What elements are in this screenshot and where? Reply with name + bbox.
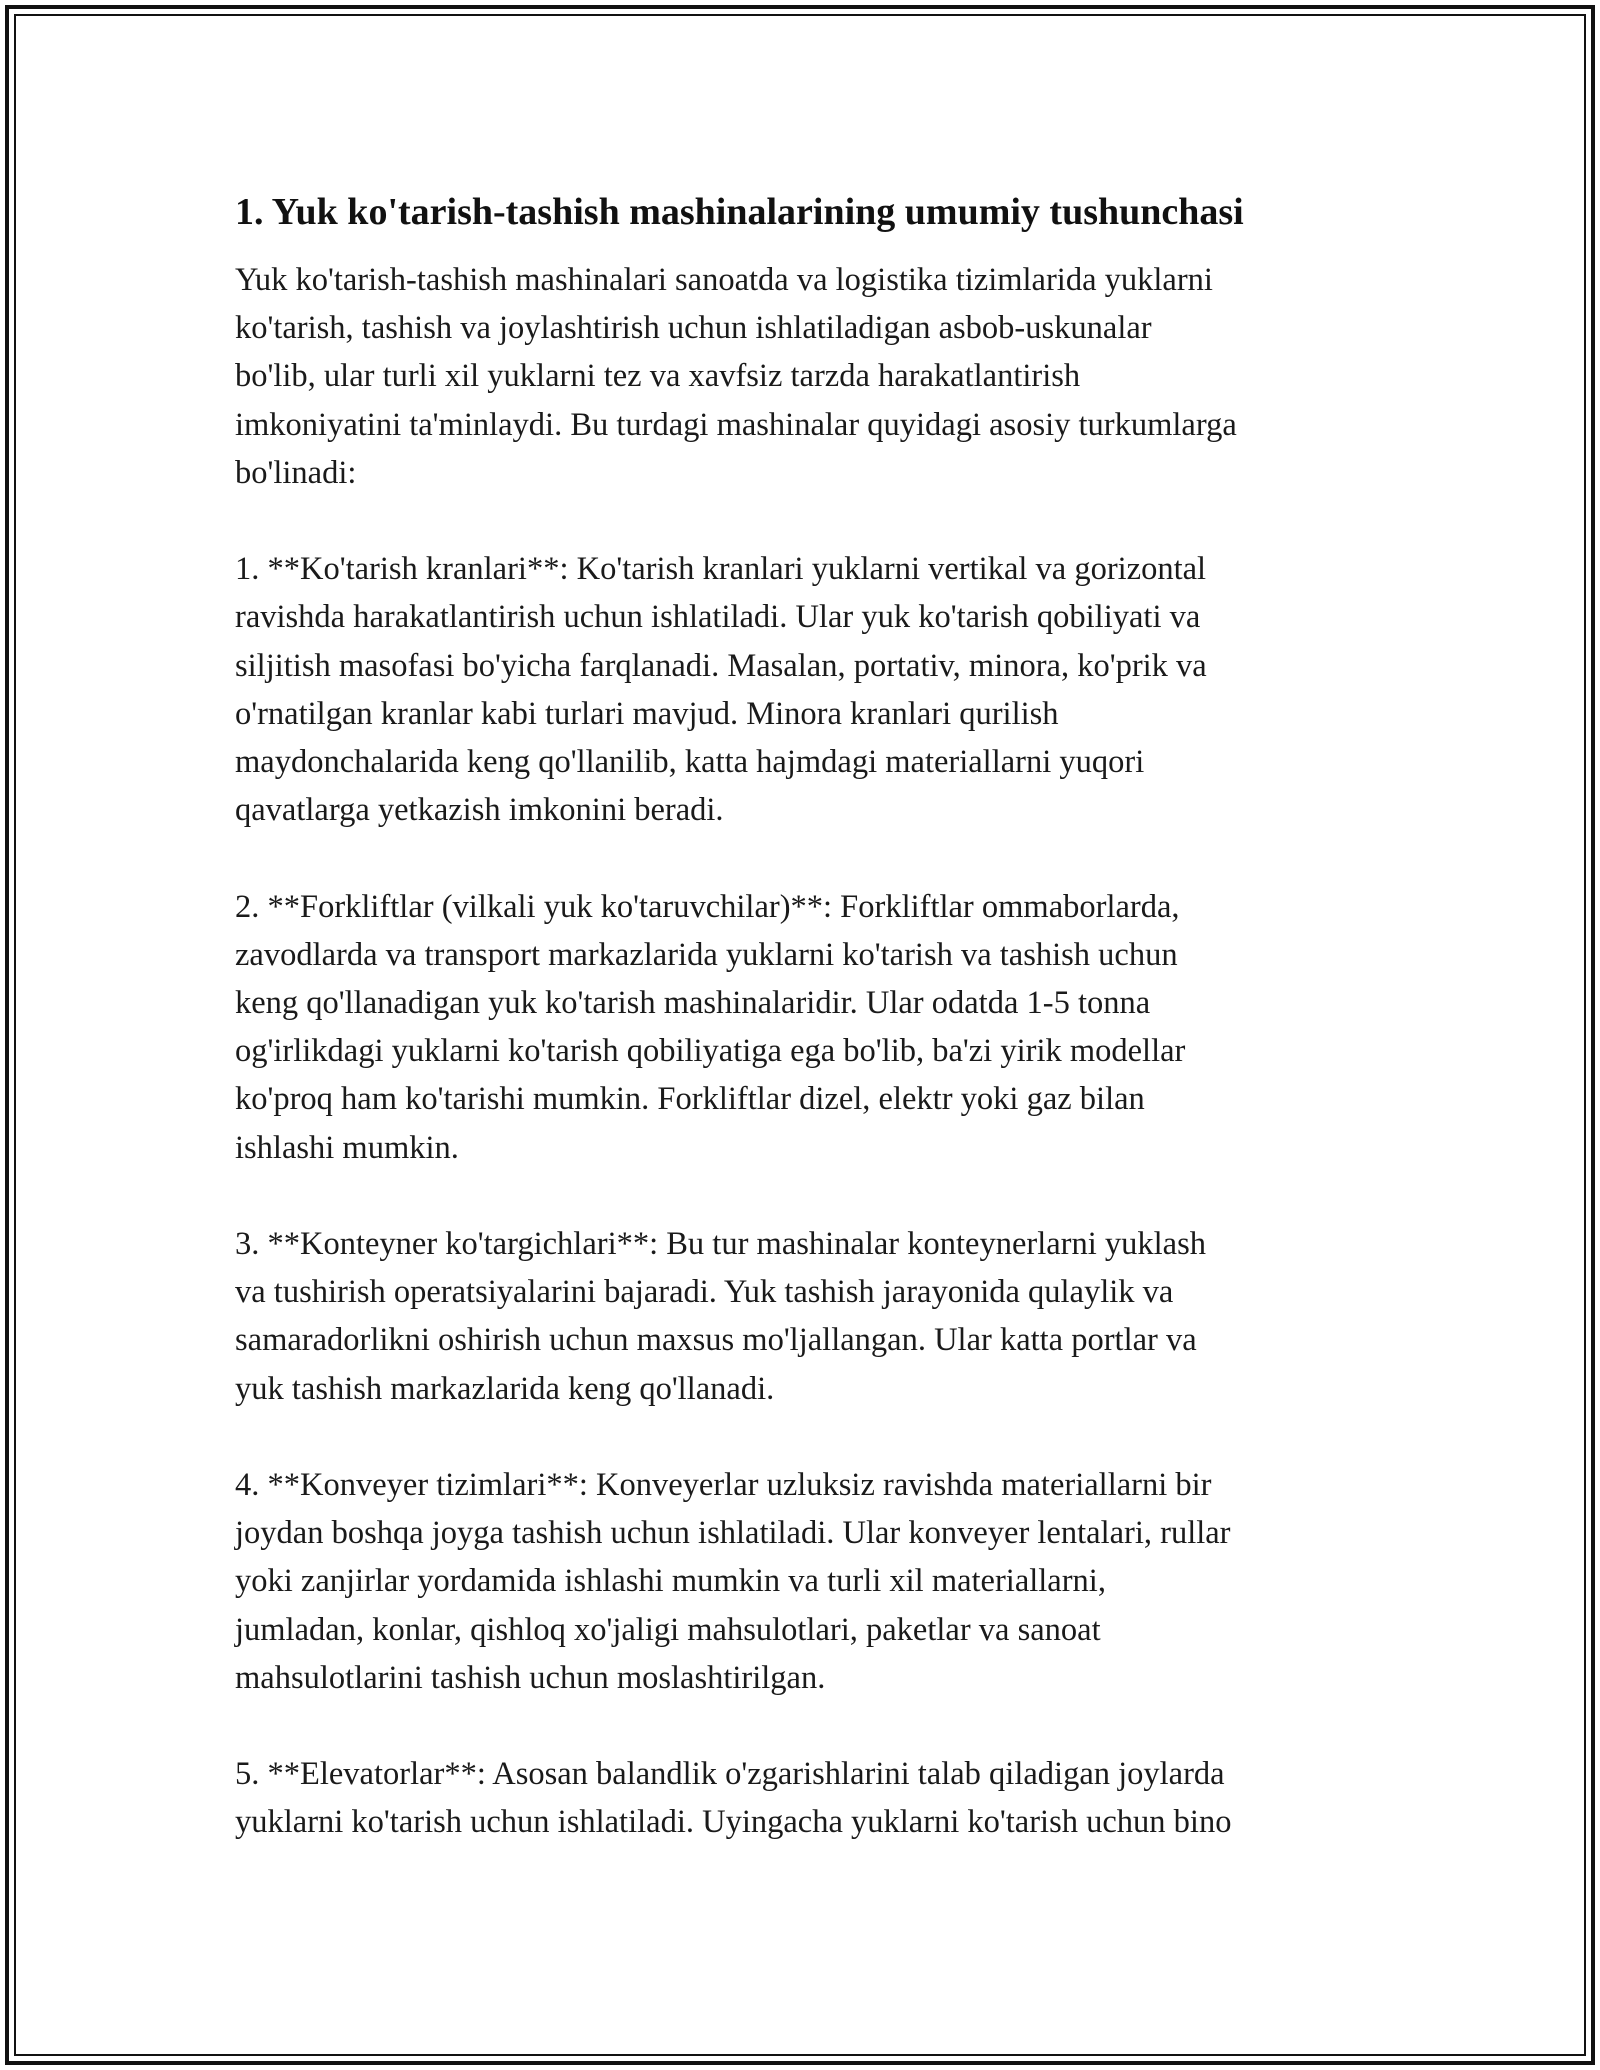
document-body [235,188,1385,1847]
document-title: 1. Yuk ko'tarish-tashish mashinalarining umumiy tushunchasi [235,191,1244,233]
paragraph-elevators: 5. **Elevatorlar**: Asosan balandlik o'zgarishlarini talab qiladigan joylarda yuklarni ko'tarish uchun ishlatiladi. Uyingacha yuklarni ko'tarish uchun bino [235,1756,1232,1841]
intro-paragraph: Yuk ko'tarish-tashish mashinalari sanoatda va logistika tizimlarida yuklarni ko'tarish, tashish va joylashtirish uchun ishlatiladigan asbob-uskunalar bo'lib, ular turli xil yuklarni tez va xavfsiz tarzda harakatlantirish imkoniyatini ta'minlaydi. Bu turdagi mashinalar quyidagi asosiy turkumlarga bo'linadi: [235,262,1237,491]
paragraph-forklifts: 2. **Forkliftlar (vilkali yuk ko'taruvchilar)**: Forkliftlar ommaborlarda, zavodlarda va transport markazlarida yuklarni ko'tarish va tashish uchun keng qo'llanadigan yuk ko'tarish mashinalaridir. Ular odatda 1-5 tonna og'irlikdagi yuklarni ko'tarish qobiliyatiga ega bo'lib, ba'zi yirik modellar ko'proq ham ko'tarishi mumkin. Forkliftlar dizel, elektr yoki gaz bilan ishlashi mumkin. [235,888,1186,1166]
paragraph-cranes: 1. **Ko'tarish kranlari**: Ko'tarish kranlari yuklarni vertikal va gorizontal ravishda harakatlantirish uchun ishlatiladi. Ular yuk ko'tarish qobiliyati va siljitish masofasi bo'yicha farqlanadi. Masalan, portativ, minora, ko'prik va o'rnatilgan kranlar kabi turlari mavjud. Minora kranlari qurilish maydonchalarida keng qo'llanilib, katta hajmdagi materiallarni yuqori qavatlarga yetkazish imkonini beradi. [235,551,1207,829]
paragraph-conveyor-systems: 4. **Konveyer tizimlari**: Konveyerlar uzluksiz ravishda materiallarni bir joydan boshqa joyga tashish uchun ishlatiladi. Ular konveyer lentalari, rullar yoki zanjirlar yordamida ishlashi mumkin va turli xil materiallarni, jumladan, konlar, qishloq xo'jaligi mahsulotlari, paketlar va sanoat mahsulotlarini tashish uchun moslashtirilgan. [235,1467,1231,1696]
paragraph-container-lifters: 3. **Konteyner ko'targichlari**: Bu tur mashinalar konteynerlarni yuklash va tushirish operatsiyalarini bajaradi. Yuk tashish jarayonida qulaylik va samaradorlikni oshirish uchun maxsus mo'ljallangan. Ular katta portlar va yuk tashish markazlarida keng qo'llanadi. [235,1226,1206,1407]
